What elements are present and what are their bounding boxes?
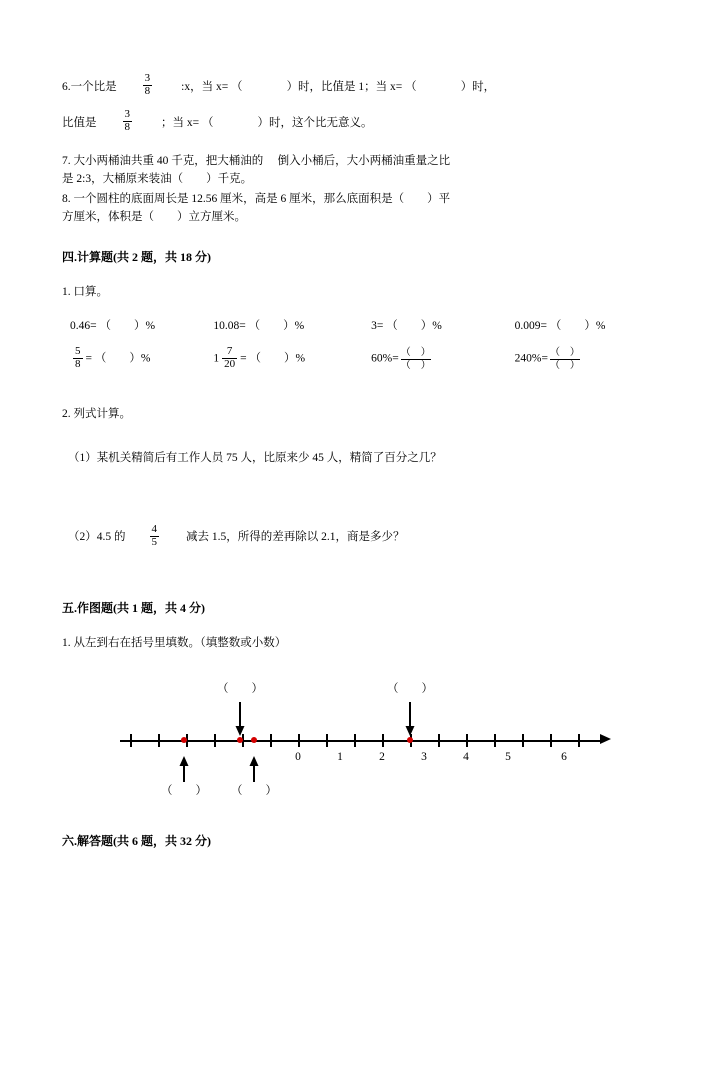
- up-arrow-icon: [180, 756, 189, 782]
- number-line-marker-dot: [251, 737, 257, 743]
- fraction-denominator: 8: [124, 120, 130, 133]
- section-6-heading: 六.解答题(共 6 题，共 32 分): [62, 834, 211, 849]
- question-6-line2-mid: ；当 x= （: [161, 117, 214, 130]
- number-line-label-1: 1: [337, 751, 343, 764]
- worksheet-page: [0, 74, 720, 1092]
- number-line-tick: [130, 734, 132, 747]
- question-7-line-1: 7. 大小两桶油共重 40 千克，把大桶油的 倒入小桶后，大小两桶油重量之比: [62, 155, 451, 168]
- oral-calc-item-3: 3= （ ）%: [371, 320, 442, 333]
- fraction-numerator: 3: [124, 108, 130, 121]
- oral-calc-item-8: [515, 347, 658, 371]
- question-6-lead: 6.一个比是: [62, 81, 117, 94]
- number-line-label-3: 3: [421, 751, 427, 764]
- number-line-label-5: 5: [505, 751, 511, 764]
- fraction-five-eighths: [73, 346, 83, 370]
- question-6: [62, 74, 658, 134]
- fraction-denominator: 5: [151, 535, 157, 548]
- blank-denominator: （ ）: [400, 359, 431, 371]
- question-8: [62, 190, 658, 226]
- number-line-axis: [120, 740, 602, 742]
- fraction-numerator: 3: [144, 72, 151, 84]
- oral-calc-row-2: [70, 347, 658, 371]
- fraction-numerator: 7: [226, 345, 233, 358]
- blank-fraction-2: [550, 347, 580, 371]
- number-line-marker-dot: [181, 737, 187, 743]
- number-line-tick: [354, 734, 356, 747]
- question-7-line-2: 是 2:3，大桶原来装油（ ）千克。: [62, 173, 253, 186]
- blank-fraction-1: [401, 347, 431, 371]
- number-line-tick: [438, 734, 440, 747]
- question-6-seg3: ）时，: [460, 81, 496, 94]
- fraction-numerator: 5: [75, 345, 81, 358]
- section-5-heading: 五.作图题(共 1 题，共 4 分): [62, 601, 205, 616]
- question-6-line-1: [62, 74, 658, 98]
- up-arrow-icon: [250, 756, 259, 782]
- number-line-blank-bottom-2: （ ）: [231, 785, 277, 798]
- question-8-line-1: 8. 一个圆柱的底面周长是 12.56 厘米，高是 6 厘米，那么底面积是（ ）平: [62, 193, 451, 206]
- number-line-tick: [550, 734, 552, 747]
- number-line-blank-top-2: （ ）: [387, 683, 433, 696]
- section-4-q2-2-post: 减去 1.5，所得的差再除以 2.1，商是多少？: [186, 531, 405, 544]
- number-line-blank-bottom-1: （ ）: [161, 785, 207, 798]
- section-4-heading: 四.计算题(共 2 题，共 18 分): [62, 250, 211, 265]
- oral-calc-item-5-text: = （ ）%: [85, 352, 151, 365]
- fraction-denominator: 20: [224, 357, 236, 370]
- oral-calc-item-7-pre: 60%: [371, 352, 393, 365]
- number-line-tick: [158, 734, 160, 747]
- number-line-arrowhead: [600, 734, 611, 744]
- oral-calc-item-4: 0.009= （ ）%: [514, 320, 606, 333]
- section-4-q2-2: [68, 525, 658, 549]
- oral-calc-item-7-eq: =: [392, 352, 399, 365]
- question-6-seg1: :x，当 x= （: [181, 81, 243, 94]
- mixed-number-one-and-seven-twentieths: [213, 347, 240, 371]
- number-line-tick: [522, 734, 524, 747]
- blank-numerator: （ ）: [549, 347, 580, 359]
- oral-calc-item-7: [371, 347, 514, 371]
- number-line-tick: [270, 734, 272, 747]
- blank-numerator: （ ）: [400, 347, 431, 359]
- number-line-label-6: 6: [561, 751, 567, 764]
- question-6-line2-end: ）时，这个比无意义。: [257, 117, 373, 130]
- number-line-label-2: 2: [379, 751, 385, 764]
- number-line-tick: [214, 734, 216, 747]
- number-line-label-0: 0: [295, 751, 301, 764]
- number-line-tick: [494, 734, 496, 747]
- number-line-blank-top-1: （ ）: [217, 683, 263, 696]
- mixed-whole: 1: [213, 352, 220, 365]
- fraction-numerator: 4: [151, 523, 157, 536]
- section-4-q2-label: 2. 列式计算。: [62, 408, 131, 421]
- fraction-denominator: 8: [144, 84, 151, 97]
- down-arrow-icon: [236, 702, 245, 736]
- oral-calc-item-6: [213, 347, 371, 371]
- fraction-three-eighths: [143, 73, 153, 97]
- section-4-q2-1: （1）某机关精简后有工作人员 75 人，比原来少 45 人，精简了百分之几？: [68, 452, 442, 465]
- section-4-q2-2-pre: （2）4.5 的: [68, 531, 126, 544]
- oral-calc-item-5: [70, 347, 213, 371]
- blank-denominator: （ ）: [549, 359, 580, 371]
- question-6-line2-lead: 比值是: [62, 117, 97, 130]
- number-line-tick: [466, 734, 468, 747]
- oral-calc-row-1: [70, 317, 658, 333]
- oral-calc-item-8-pre: 240%: [514, 352, 542, 365]
- oral-calc-item-8-eq: =: [541, 352, 548, 365]
- number-line-down-arrow: [406, 702, 415, 741]
- mixed-fraction: [222, 346, 237, 370]
- question-8-line-2: 方厘米，体积是（ ）立方厘米。: [62, 211, 246, 224]
- question-6-seg2: ）时，比值是 1；当 x= （: [286, 81, 417, 94]
- fraction-three-eighths-2: [123, 109, 133, 133]
- number-line-label-4: 4: [463, 751, 469, 764]
- down-arrow-icon: [406, 702, 415, 736]
- question-6-line-2: [62, 110, 658, 134]
- oral-calc-item-1: 0.46= （ ）%: [70, 320, 156, 333]
- number-line-tick: [578, 734, 580, 747]
- section-4-q1-label: 1. 口算。: [62, 286, 108, 299]
- question-7: [62, 152, 658, 188]
- number-line-figure: [62, 678, 658, 798]
- section-5-q1: 1. 从左到右在括号里填数。（填整数或小数）: [62, 637, 287, 650]
- number-line-tick: [382, 734, 384, 747]
- oral-calc-item-2: 10.08= （ ）%: [213, 320, 305, 333]
- fraction-four-fifths: [150, 524, 160, 548]
- number-line-tick: [326, 734, 328, 747]
- oral-calc-item-6-text: = （ ）%: [240, 352, 306, 365]
- fraction-denominator: 8: [75, 357, 81, 370]
- number-line-down-arrow: [236, 702, 245, 741]
- number-line-tick: [298, 734, 300, 747]
